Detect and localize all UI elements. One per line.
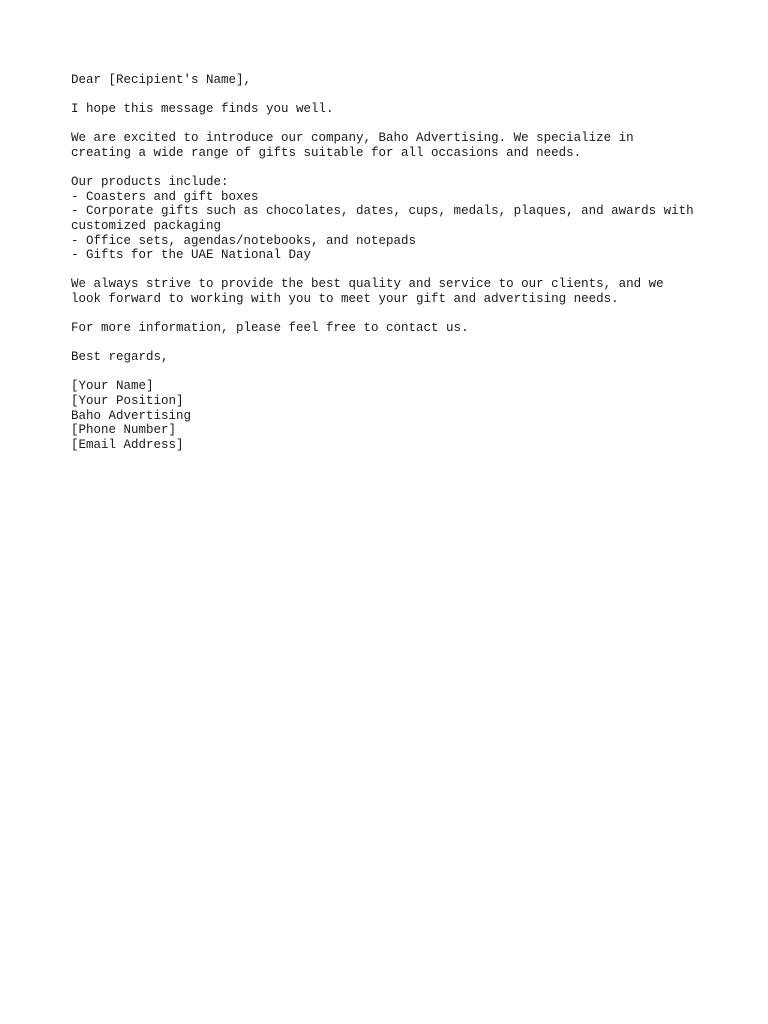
paragraph-spacer: [71, 88, 711, 103]
paragraph-spacer: [71, 365, 711, 380]
products-section: [71, 175, 711, 263]
commitment-line: look forward to working with you to meet your gift and advertising needs.: [71, 291, 619, 306]
intro-line: We are excited to introduce our company, Baho Advertising. We specialize in: [71, 131, 634, 146]
closing: Best regards,: [71, 350, 169, 365]
salutation: Dear [Recipient's Name],: [71, 73, 252, 87]
commitment-paragraph: [71, 277, 711, 306]
signature-block: [71, 379, 711, 452]
letter-body: [71, 73, 711, 452]
paragraph-spacer: [71, 161, 711, 176]
product-item: - Corporate gifts such as chocolates, dates, cups, medals, plaques, and awards with: [71, 204, 694, 219]
product-item: - Gifts for the UAE National Day: [71, 248, 312, 263]
signature-email: [Email Address]: [71, 437, 184, 452]
product-item: - Office sets, agendas/notebooks, and notepads: [71, 233, 417, 248]
product-item-continuation: customized packaging: [71, 218, 222, 233]
paragraph-spacer: [71, 336, 711, 351]
paragraph-spacer: [71, 263, 711, 278]
signature-position: [Your Position]: [71, 394, 184, 409]
contact-line: For more information, please feel free to contact us.: [71, 321, 469, 336]
intro-line: creating a wide range of gifts suitable for all occasions and needs.: [71, 145, 582, 160]
signature-company: Baho Advertising: [71, 408, 192, 423]
intro-paragraph: [71, 131, 711, 160]
commitment-line: We always strive to provide the best quality and service to our clients, and we: [71, 277, 664, 292]
opening-line: I hope this message finds you well.: [71, 102, 334, 117]
products-heading: Our products include:: [71, 175, 229, 190]
paragraph-spacer: [71, 307, 711, 322]
signature-phone: [Phone Number]: [71, 423, 177, 438]
paragraph-spacer: [71, 117, 711, 132]
signature-name: [Your Name]: [71, 379, 154, 394]
product-item: - Coasters and gift boxes: [71, 189, 259, 204]
